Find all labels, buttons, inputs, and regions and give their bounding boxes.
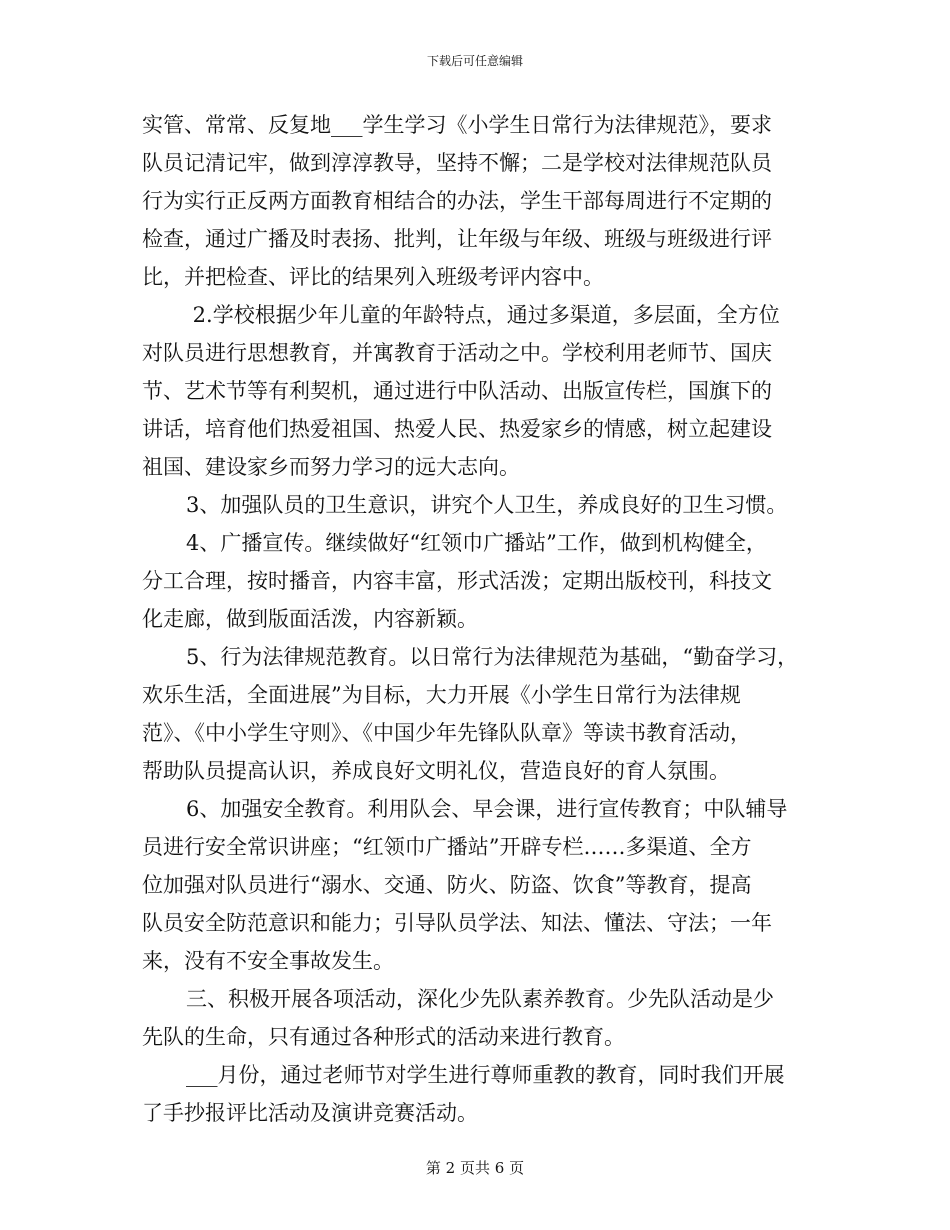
text-line: 帮助队员提高认识，养成良好文明礼仪，营造良好的育人氛围。 — [142, 759, 730, 783]
text-line: 了手抄报评比活动及演讲竞赛活动。 — [142, 1101, 478, 1125]
text-line: 讲话，培育他们热爱祖国、热爱人民、热爱家乡的情感，树立起建设 — [142, 417, 772, 441]
page-header: 下载后可任意编辑 — [426, 54, 523, 68]
text-line: 实管、常常、反复地___学生学习《小学生日常行为法律规范》，要求 — [142, 113, 772, 137]
text-line: 比，并把检查、评比的结果列入班级考评内容中。 — [142, 265, 604, 289]
text-line: 三、积极开展各项活动，深化少先队素养教育。少先队活动是少 — [186, 987, 774, 1011]
text-line: 6、加强安全教育。利用队会、早会课，进行宣传教育；中队辅导 — [186, 797, 788, 821]
text-line: 节、艺术节等有利契机，通过进行中队活动、出版宣传栏，国旗下的 — [142, 379, 772, 403]
text-line: 队员安全防范意识和能力；引导队员学法、知法、懂法、守法；一年 — [142, 911, 772, 935]
text-line: 队员记清记牢，做到淳淳教导，坚持不懈；二是学校对法律规范队员 — [142, 151, 772, 175]
text-line: ___月份，通过老师节对学生进行尊师重教的教育，同时我们开展 — [186, 1063, 785, 1087]
text-line: 行为实行正反两方面教育相结合的办法，学生干部每周进行不定期的 — [142, 189, 772, 213]
text-line: 分工合理，按时播音，内容丰富，形式活泼；定期出版校刊，科技文 — [142, 569, 772, 593]
text-line: 5、行为法律规范教育。以日常行为法律规范为基础，“勤奋学习， — [186, 645, 799, 669]
text-line: 祖国、建设家乡而努力学习的远大志向。 — [142, 455, 520, 479]
text-line: 3、加强队员的卫生意识，讲究个人卫生，养成良好的卫生习惯。 — [186, 493, 788, 517]
text-line: 检查，通过广播及时表扬、批判，让年级与年级、班级与班级进行评 — [142, 227, 772, 251]
text-line: 位加强对队员进行“溺水、交通、防火、防盗、饮食”等教育，提高 — [142, 873, 752, 897]
text-line: 来，没有不安全事故发生。 — [142, 949, 394, 973]
page-footer: 第 2 页共 6 页 — [425, 1159, 525, 1177]
text-line: 对队员进行思想教育，并寓教育于活动之中。学校利用老师节、国庆 — [142, 341, 772, 365]
text-line: 4、广播宣传。继续做好“红领巾广播站”工作，做到机构健全， — [186, 531, 767, 555]
text-line: 化走廊，做到版面活泼，内容新颖。 — [142, 607, 478, 631]
text-line: 先队的生命，只有通过各种形式的活动来进行教育。 — [142, 1025, 625, 1049]
text-line: 欢乐生活，全面进展”为目标，大力开展《小学生日常行为法律规 — [142, 683, 741, 707]
text-line: 员进行安全常识讲座；“红领巾广播站”开辟专栏……多渠道、全方 — [142, 835, 752, 859]
text-line: 2.学校根据少年儿童的年龄特点，通过多渠道，多层面，全方位 — [186, 303, 780, 327]
text-line: 范》、《中小学生守则》、《中国少年先锋队队章》等读书教育活动， — [142, 721, 751, 745]
